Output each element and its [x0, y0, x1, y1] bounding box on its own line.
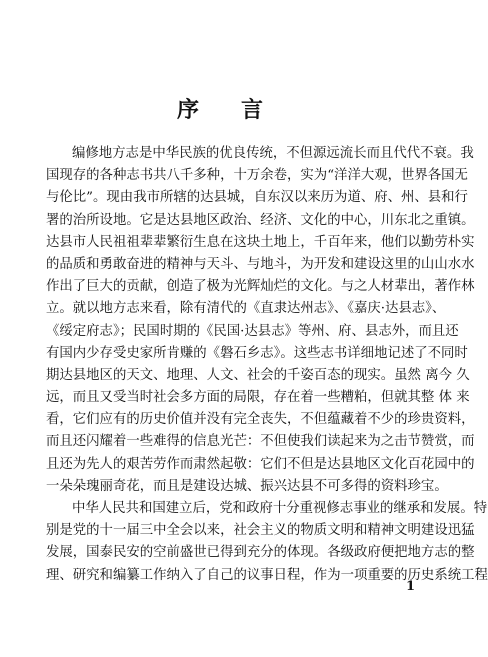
text-line: 中华人民共和国建立后，党和政府十分重视修志事业的继承和发展。特	[72, 501, 488, 516]
text-line: 发展，国泰民安的空前盛世已得到充分的体现。各级政府便把地方志的整	[46, 545, 475, 561]
text-line: 达县市人民祖祖辈辈繁衍生息在这块土地上，千百年来，他们以勤劳朴实	[46, 234, 475, 250]
text-line: 国现存的各种志书共八千多种，十万余卷，实为“洋洋大观，世界各国无	[46, 168, 468, 184]
paragraph-2	[46, 498, 488, 587]
text-line: 署的治所设地。它是达县地区政治、经济、文化的中心，川东北之重镇。	[46, 212, 475, 228]
page-title: 序 言	[176, 97, 273, 123]
text-line: 远，而且又受当时社会多方面的局限，存在着一些糟粕，但就其整 体 来	[46, 390, 470, 406]
text-line: 别是党的十一届三中全会以来，社会主义的物质文明和精神文明建设迅猛	[46, 523, 475, 539]
text-line: 且还为先人的艰苦劳作而肃然起敬：它们不但是达县地区文化百花园中的	[46, 456, 475, 472]
paragraph-1	[46, 143, 475, 498]
body-text	[46, 143, 488, 587]
text-line: 编修地方志是中华民族的优良传统，不但源远流长而且代代不衰。我	[72, 146, 474, 161]
text-line: 立。就以地方志来看，除有清代的《直隶达州志》、《嘉庆·达县志》、	[46, 301, 446, 317]
text-line: 而且还闪耀着一些难得的信息光芒：不但使我们读起来为之击节赞赏，而	[46, 434, 475, 450]
text-line: 《绥定府志》；民国时期的《民国·达县志》等州、府、县志外，而且还	[46, 323, 459, 339]
text-line: 期达县地区的天文、地理、人文、社会的千姿百态的现实。虽然 离今 久	[46, 367, 470, 383]
text-line: 作出了巨大的贡献，创造了极为光辉灿烂的文化。与之人材辈出，著作林	[46, 279, 475, 295]
page-number: 1	[405, 579, 415, 594]
text-line: 与伦比”。现由我市所辖的达县城，自东汉以来历为道、府、州、县和行	[46, 190, 468, 206]
text-line: 有国内少存受史家所肯赚的《磐石乡志》。这些志书详细地记述了不同时	[46, 345, 468, 361]
text-line: 理、研究和编纂工作纳入了自己的议事日程，作为一项重要的历史系统工程	[46, 567, 488, 583]
text-line: 一朵朵瑰丽奇花，而且是建设达城、振兴达县不可多得的资料珍宝。	[46, 478, 448, 494]
text-line: 的品质和勇敢奋进的精神与天斗、与地斗，为开发和建设这里的山山水水	[46, 256, 475, 272]
text-line: 看，它们应有的历史价值并没有完全丧失，不但蕴藏着不少的珍贵资料，	[46, 412, 475, 428]
